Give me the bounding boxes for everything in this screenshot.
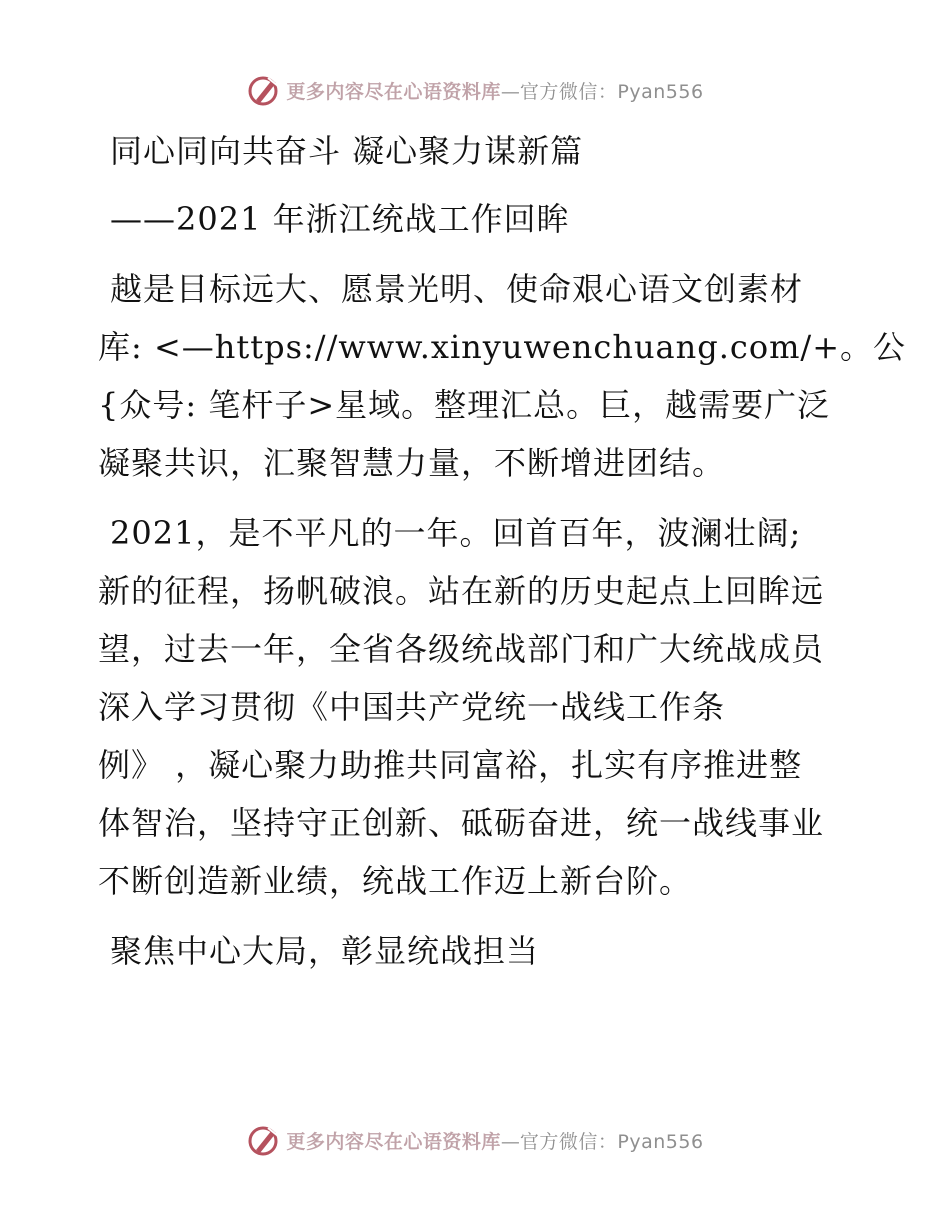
pen-logo-icon xyxy=(246,72,282,108)
paragraph-line: 越是目标远大、愿景光明、使命艰心语文创素材 xyxy=(110,270,804,308)
banner-contact: 官方微信：Pyan556 xyxy=(519,80,704,103)
paragraph-1 xyxy=(98,260,907,492)
banner-text xyxy=(286,1127,703,1154)
paragraph-line: 例》 ，凝心聚力助推共同富裕，扎实有序推进整 xyxy=(98,746,803,784)
pen-logo-icon xyxy=(246,1122,282,1158)
paragraph-2 xyxy=(98,504,858,910)
paragraph-line: 深入学习贯彻《中国共产党统一战线工作条 xyxy=(98,688,726,726)
paragraph-line: 凝聚共识，汇聚智慧力量，不断增进团结。 xyxy=(98,444,726,482)
paragraph-line: 2021，是不平凡的一年。回首百年，波澜壮阔; xyxy=(110,514,802,552)
banner-text xyxy=(286,77,703,104)
paragraph-line: 新的征程，扬帆破浪。站在新的历史起点上回眸远 xyxy=(98,572,825,610)
footer-banner xyxy=(0,1120,950,1160)
banner-separator: — xyxy=(500,80,520,103)
banner-title: 更多内容尽在心语资料库 xyxy=(286,1130,501,1153)
document-subtitle: ——2021 年浙江统战工作回眸 xyxy=(110,200,570,238)
header-banner xyxy=(0,70,950,110)
banner-contact: 官方微信：Pyan556 xyxy=(519,1130,704,1153)
banner-title: 更多内容尽在心语资料库 xyxy=(286,80,501,103)
document-body xyxy=(98,122,907,980)
section-heading: 聚焦中心大局，彰显统战担当 xyxy=(110,932,540,970)
paragraph-line: 不断创造新业绩，统战工作迈上新台阶。 xyxy=(98,862,693,900)
document-title: 同心同向共奋斗 凝心聚力谋新篇 xyxy=(110,132,584,170)
paragraph-line: 库: <—https://www.xinyuwenchuang.com/+。公 xyxy=(98,328,907,366)
banner-separator: — xyxy=(500,1130,520,1153)
paragraph-line: 望，过去一年，全省各级统战部门和广大统战成员 xyxy=(98,630,825,668)
paragraph-line: {众号: 笔杆子>星域。整理汇总。巨，越需要广泛 xyxy=(98,386,831,424)
paragraph-line: 体智治，坚持守正创新、砥砺奋进，统一战线事业 xyxy=(98,804,825,842)
